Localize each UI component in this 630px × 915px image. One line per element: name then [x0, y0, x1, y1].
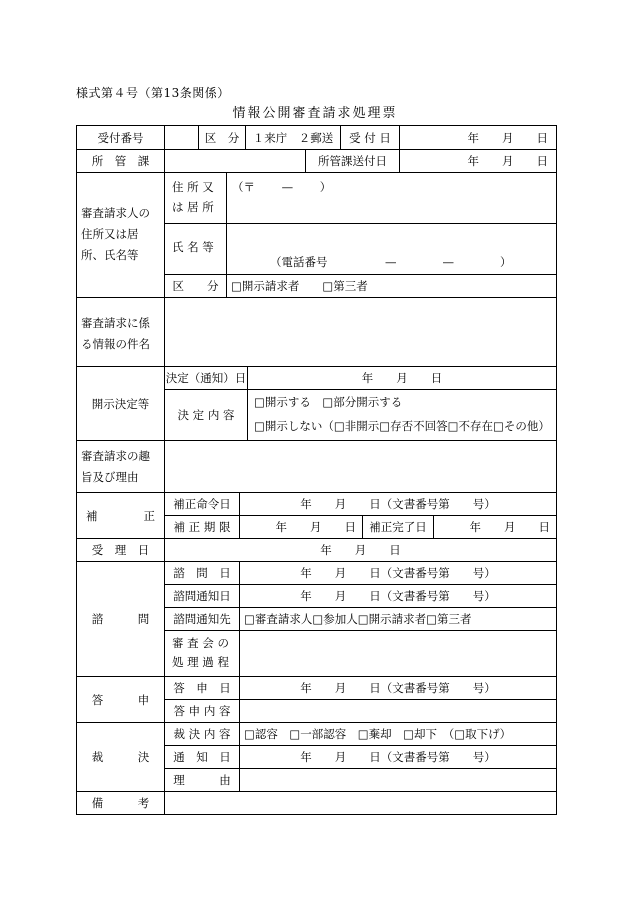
- notice-date-label: 通 知 日: [173, 750, 231, 764]
- section-options: １来庁 ２郵送: [252, 130, 334, 145]
- jurisdiction-label: 所 管 課: [91, 154, 150, 168]
- consultation-notice-date-value: 年 月 日（文書番号第 号）: [300, 589, 496, 603]
- category-label: 区 分: [172, 279, 219, 293]
- receipt-date-value: 年 月 日: [467, 130, 548, 145]
- remarks-label: 備 考: [91, 796, 150, 810]
- correction-deadline-label: 補 正 期 限: [173, 520, 231, 534]
- acceptance-date-value: 年 月 日: [320, 543, 401, 557]
- consultation-notice-options: □審査請求人□参加人□開示請求者□第三者: [244, 612, 472, 626]
- ruling-label: 裁 決: [91, 750, 150, 764]
- report-content-label: 答 申 内 容: [173, 704, 231, 718]
- purpose-label: 審査請求の趣旨及び理由: [81, 449, 150, 484]
- form-title: 情報公開審査請求処理票: [232, 106, 398, 121]
- decision-date-label: 決定（通知）日: [165, 371, 247, 385]
- section-label: 区 分: [204, 130, 240, 145]
- jurisdiction-date-label: 所管課送付日: [318, 154, 387, 168]
- report-label: 答 申: [91, 692, 150, 707]
- correction-order-date-value: 年 月 日（文書番号第 号）: [300, 497, 496, 511]
- jurisdiction-date-value: 年 月 日: [467, 154, 548, 168]
- reason-label: 理 由: [173, 773, 231, 787]
- receipt-no-label: 受付番号: [97, 130, 144, 145]
- consultation-label: 諮 問: [91, 612, 150, 626]
- council-process-label-line2: 処 理 過 程: [172, 655, 229, 669]
- address-label-line1: 住 所 又: [172, 180, 214, 194]
- council-process-label-line1: 審 査 会 の: [172, 636, 229, 650]
- consultation-date-value: 年 月 日（文書番号第 号）: [300, 566, 496, 580]
- ruling-content-label: 裁 決 内 容: [173, 727, 231, 741]
- category-options: □開示請求者 □第三者: [231, 279, 368, 293]
- form-number: 様式第４号（第13条関係）: [76, 86, 230, 100]
- decision-option-disclose: □開示する □部分開示する: [254, 395, 403, 409]
- receipt-date-label: 受 付 日: [349, 130, 391, 145]
- phone-field: （電話番号 — — ）: [270, 255, 512, 269]
- decision-label: 開示決定等: [91, 396, 150, 411]
- subject-label: 審査請求に係る情報の件名: [81, 316, 150, 351]
- correction-done-date-value: 年 月 日: [469, 520, 550, 534]
- address-label-line2: は 居 所: [172, 200, 214, 214]
- notice-date-value: 年 月 日（文書番号第 号）: [300, 750, 496, 764]
- consultation-notice-to-label: 諮問通知先: [173, 612, 231, 626]
- postal-code-field: （〒 — ）: [232, 180, 332, 194]
- correction-order-date-label: 補正命令日: [173, 497, 231, 511]
- correction-label: 補 正: [86, 508, 155, 523]
- report-date-value: 年 月 日（文書番号第 号）: [300, 681, 496, 695]
- acceptance-date-label: 受 理 日: [91, 543, 150, 557]
- decision-content-label: 決 定 内 容: [177, 408, 235, 422]
- ruling-options: □認容 □一部認容 □棄却 □却下 （□取下げ）: [244, 727, 512, 741]
- decision-date-value: 年 月 日: [361, 371, 443, 385]
- consultation-date-label: 諮 問 日: [173, 566, 231, 580]
- report-date-label: 答 申 日: [173, 681, 231, 695]
- correction-deadline-value: 年 月 日: [275, 520, 356, 534]
- decision-option-nondisclose: □開示しない（□非開示□存否不回答□不存在□その他）: [254, 419, 550, 433]
- consultation-notice-date-label: 諮問通知日: [173, 589, 231, 603]
- name-label: 氏 名 等: [172, 240, 214, 254]
- correction-done-date-label: 補正完了日: [369, 520, 427, 534]
- requester-label: 審査請求人の住所又は居所、氏名等: [81, 206, 150, 262]
